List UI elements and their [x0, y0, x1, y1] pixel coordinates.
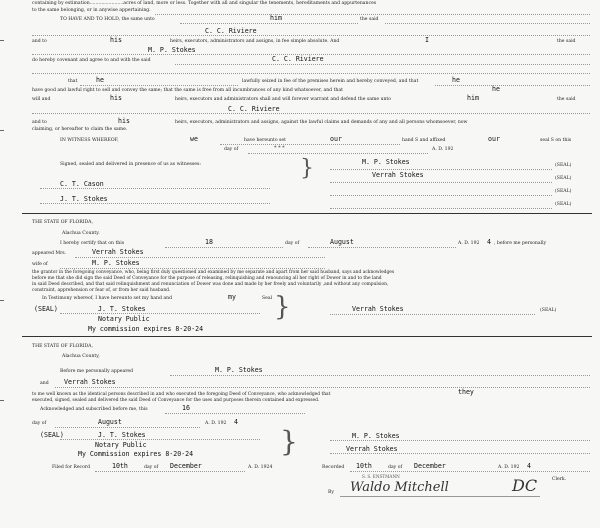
- month-field: August: [98, 418, 122, 426]
- signer-name: M. P. Stokes: [362, 158, 410, 166]
- section-divider: [22, 213, 592, 214]
- they-field: they: [458, 388, 474, 396]
- our-field: our: [488, 135, 500, 143]
- appeared-name: Verrah Stokes: [64, 378, 116, 386]
- certify-text: I hereby certify that on this: [60, 241, 125, 246]
- grantee-name: C. C. Riviere: [228, 105, 280, 113]
- dower-paragraph-line: in said Deed described, and that said relinquishment and renunciation of Dower was done and made by her freely and voluntarily ,and without any compulsion,: [32, 282, 389, 287]
- appeared-name: M. P. Stokes: [215, 366, 263, 374]
- signature-line: [40, 188, 270, 189]
- witness-whereof-label: IN WITNESS WHEREOF,: [60, 138, 119, 143]
- good-right-text: have good and lawful right to sell and convey the same; that the same is free from all incumbrances of any kind whatsoever, and that: [32, 88, 343, 93]
- margin-mark: [0, 130, 4, 131]
- seal-word: Seal: [262, 296, 273, 301]
- margin-mark: [0, 40, 4, 41]
- filed-label: Filed for Record: [52, 465, 91, 470]
- habendum-name: him: [270, 14, 282, 22]
- notary-title: Notary Public: [98, 315, 150, 323]
- set-text: have hereunto set: [244, 138, 286, 143]
- the-said-label: the said: [360, 17, 379, 22]
- testimony-text: In Testimony whereof, I have hereunto set my hand and: [42, 296, 173, 301]
- fill-line: [60, 268, 325, 269]
- signer-name: M. P. Stokes: [352, 432, 400, 440]
- deputy-signature: Waldo Mitchell: [350, 480, 449, 495]
- seal-label: (SEAL): [555, 176, 572, 181]
- signature-line: [40, 203, 270, 204]
- fill-line: [155, 14, 590, 15]
- and-to-label: and to: [32, 120, 47, 125]
- signature-line: [330, 169, 552, 170]
- margin-mark: [0, 300, 4, 301]
- witness-name: C. T. Cason: [60, 180, 104, 188]
- grantee-name: C. C. Riviere: [272, 55, 324, 63]
- claims-text: heirs, executors, administrators and assigns, against the lawful claims and demands of any and all persons whomsoever, now: [175, 120, 468, 125]
- his-field: his: [118, 117, 130, 125]
- day-number: 18: [205, 238, 213, 246]
- grantor-pronoun: I: [425, 36, 429, 44]
- ad-label: A. D. 192: [205, 421, 227, 426]
- we-field: we: [190, 135, 198, 143]
- ad-label: A. D. 192: [432, 147, 454, 152]
- recorded-day: 10th: [356, 462, 372, 470]
- day-number: 16: [182, 404, 190, 412]
- fill-line: [170, 375, 590, 376]
- signer-name: Verrah Stokes: [346, 445, 398, 453]
- state-heading: THE STATE OF FLORIDA,: [32, 220, 93, 225]
- him-field: him: [467, 94, 479, 102]
- signature-line: [330, 440, 590, 441]
- he-field: he: [492, 85, 500, 93]
- seized-text: lawfully seized in fee of the premises herein and hereby conveyed, and that: [242, 79, 419, 84]
- fill-line: [175, 64, 590, 65]
- covenant-text: do hereby covenant and agree to and with the said: [32, 58, 151, 63]
- dower-paragraph-line: constraint, apprehension or fear of, or from her said husband.: [32, 288, 171, 293]
- commission-expires: My Commission expires 8-20-24: [78, 450, 194, 458]
- husband-name: M. P. Stokes: [92, 259, 140, 267]
- notary-title: Notary Public: [95, 441, 147, 449]
- day-of-label: day of: [144, 465, 159, 470]
- day-of-label: day of: [285, 241, 300, 246]
- seal-label: (SEAL): [555, 202, 572, 207]
- commission-expires: My commission expires 8-20-24: [88, 325, 204, 333]
- day-of-label: day of: [32, 421, 47, 426]
- and-label: and: [40, 381, 49, 386]
- fill-line: [165, 413, 305, 414]
- signature-line: [60, 313, 260, 314]
- year-digit: 4: [234, 418, 238, 426]
- fill-line: [350, 471, 590, 472]
- grantee-name: C. C. Riviere: [205, 27, 257, 35]
- fill-line: [435, 85, 590, 86]
- notary-seal-mark: (SEAL): [34, 305, 58, 313]
- county-heading: Alachua County.: [62, 231, 100, 236]
- his-field: his: [110, 94, 122, 102]
- our-field: our: [330, 135, 342, 143]
- by-label: By: [328, 490, 334, 495]
- will-and-label: will and: [32, 97, 51, 102]
- recorded-label: Recorded: [322, 465, 345, 470]
- signature-line: [340, 496, 540, 497]
- section-divider: [22, 336, 592, 337]
- wife-of-label: wife of: [32, 262, 48, 267]
- notary-seal-mark: (SEAL): [40, 431, 64, 439]
- fill-line: [220, 144, 400, 145]
- dower-paragraph-line: the grantor in the foregoing conveyance, who, being first duly questioned and examined by me separate and apart from her said husband, says and acknowledges: [32, 270, 395, 275]
- signature-line: [330, 453, 590, 454]
- executed-text: executed, signed, sealed and delivered the said Deed of Conveyance for the uses and purposes therein contained and expressed.: [32, 398, 320, 403]
- filed-month: December: [170, 462, 202, 470]
- brace-mark: }: [274, 292, 291, 322]
- seal-label: (SEAL): [555, 163, 572, 168]
- filed-ad: A. D. 1924: [248, 465, 273, 470]
- appertaining-line: to the same belonging, or in anywise appertaining.: [32, 8, 151, 13]
- he-field: he: [96, 76, 104, 84]
- fill-line: [308, 247, 456, 248]
- signer-name: Verrah Stokes: [372, 171, 424, 179]
- fill-line: [165, 247, 283, 248]
- day-of-label: day of: [224, 147, 239, 152]
- acknowledged-text: Acknowledged and subscribed before me, this: [40, 407, 148, 412]
- ad-label: A. D. 192: [458, 241, 480, 246]
- fill-line: [80, 85, 238, 86]
- claiming-text: claiming, or hereafter to claim the same.: [32, 127, 128, 132]
- seal-on-text: seal S on this: [540, 138, 572, 143]
- appeared-name: Verrah Stokes: [92, 248, 144, 256]
- before-text: , before me personally: [494, 241, 547, 246]
- signature-line: [330, 195, 552, 196]
- filed-day: 10th: [112, 462, 128, 470]
- signature-line: [330, 208, 552, 209]
- that-label: that: [68, 79, 78, 84]
- deputy-initials: DC: [512, 476, 538, 495]
- grantor-name: M. P. Stokes: [148, 46, 196, 54]
- warrant-text: heirs, executors and administrators shall and will forever warrant and defend the same unto: [175, 97, 392, 102]
- signer-name: Verrah Stokes: [352, 305, 404, 313]
- signature-line: [60, 439, 260, 440]
- fill-line: [95, 471, 245, 472]
- fill-line: [75, 257, 325, 258]
- seal-label: (SEAL): [555, 189, 572, 194]
- his-field: his: [110, 36, 122, 44]
- hand-affixed-text: hand S and affixed: [402, 138, 446, 143]
- fill-line: [385, 23, 590, 24]
- the-said-label: the said: [557, 97, 576, 102]
- year-digit: 4: [487, 238, 491, 246]
- heirs-text: heirs, executors, administrators and assigns, in fee simple absolute. And: [170, 39, 340, 44]
- fill-line: [180, 23, 358, 24]
- date-stars: * * *: [274, 145, 285, 151]
- county-heading: Alachua County,: [62, 354, 100, 359]
- month-field: August: [330, 238, 354, 246]
- recorded-ad: A. D. 192: [498, 465, 520, 470]
- signed-sealed-text: Signed, sealed and delivered in presence of us as witnesses:: [60, 162, 201, 167]
- brace-mark: }: [300, 156, 314, 181]
- estimation-line: containing by estimation.......................acres of land, more or less. Together with all and singular the tenements, hereditaments and appurtenances: [32, 1, 377, 6]
- dower-paragraph-line: before me that she did sign the said Deed of Conveyance for the purpose of releasing, relinquishing and renouncing all her right of Dower in and to the land: [32, 276, 382, 281]
- margin-mark: [0, 400, 4, 401]
- fill-line: [55, 427, 200, 428]
- he-field: he: [452, 76, 460, 84]
- day-of-label: day of: [388, 465, 403, 470]
- signature-line: [330, 314, 535, 315]
- state-heading: THE STATE OF FLORIDA,: [32, 344, 93, 349]
- fill-line: [55, 387, 590, 388]
- signature-line: [330, 182, 552, 183]
- notary-name: J. T. Stokes: [98, 305, 146, 313]
- brace-mark: }: [280, 425, 298, 458]
- appeared-label: appeared Mrs.: [32, 251, 67, 256]
- fill-line: [32, 73, 590, 74]
- habendum-text: TO HAVE AND TO HOLD, the same unto: [60, 17, 155, 22]
- before-me-text: Before me personally appeared: [60, 369, 134, 374]
- fill-line: [248, 153, 428, 154]
- my-field: my: [228, 293, 236, 301]
- and-to-label: and to: [32, 39, 47, 44]
- seal-label: (SEAL): [540, 308, 557, 313]
- notary-name: J. T. Stokes: [98, 431, 146, 439]
- witness-name: J. T. Stokes: [60, 195, 108, 203]
- recorded-month: December: [414, 462, 446, 470]
- fill-line: [32, 113, 590, 114]
- year-digit: 4: [527, 462, 531, 470]
- known-text: to me well known as the identical persons described in and who executed the foregoing Deed of Conveyance, who acknowledged that: [32, 392, 331, 397]
- the-said-label: the said: [557, 39, 576, 44]
- clerk-stamp: S. S. ENSTMANN: [362, 474, 400, 479]
- clerk-label: Clerk.: [552, 477, 567, 482]
